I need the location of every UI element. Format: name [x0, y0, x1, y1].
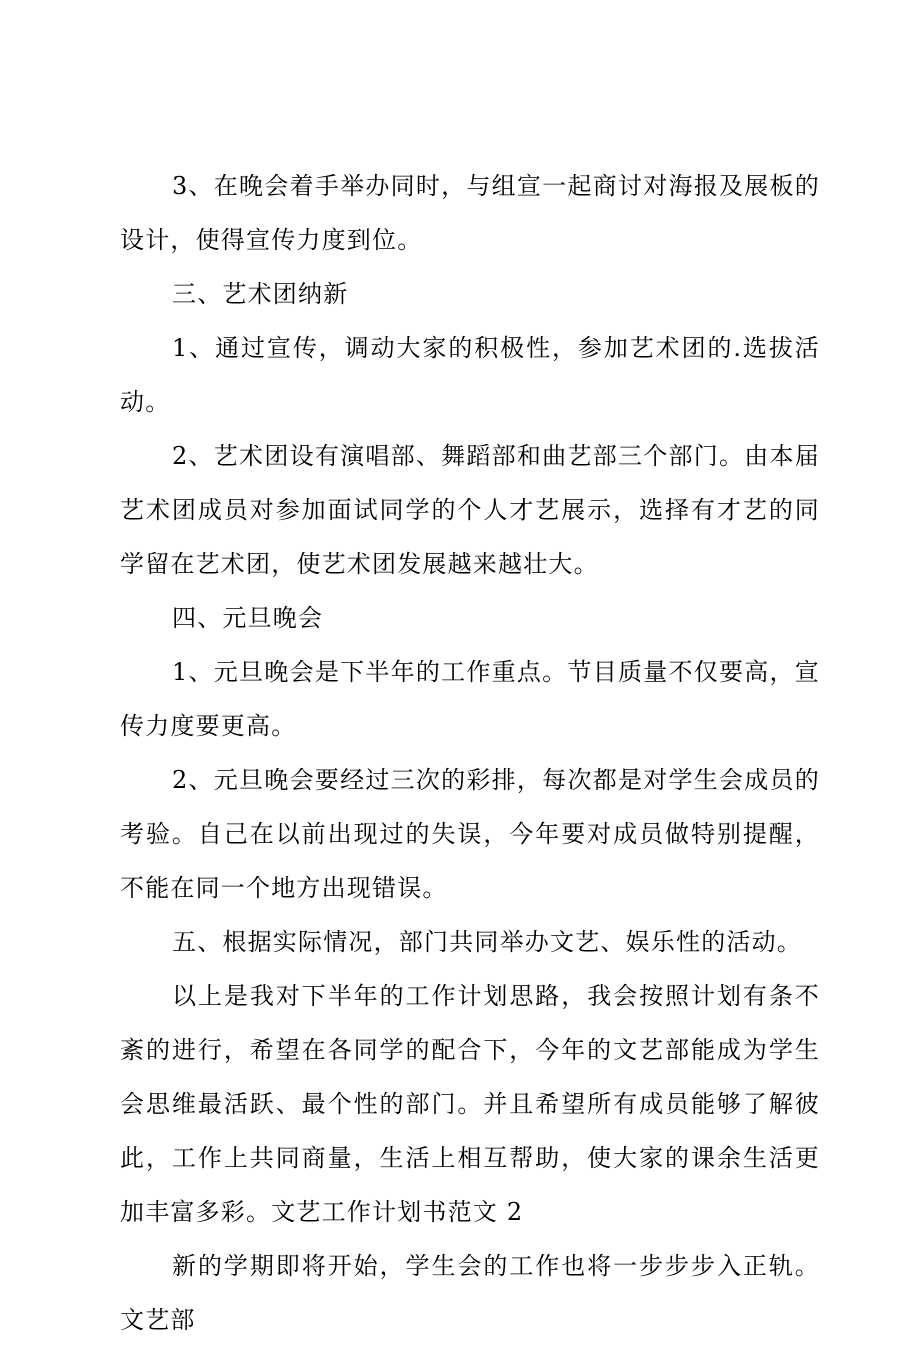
paragraph-item-2: 2、元旦晚会要经过三次的彩排，每次都是对学生会成员的考验。自己在以前出现过的失误，今年要对成员做特别提醒，不能在同一个地方出现错误。	[120, 766, 820, 902]
section-heading-art-troupe: 三、艺术团纳新	[172, 280, 349, 308]
document-body	[120, 159, 820, 1347]
paragraph-item-1: 1、元旦晚会是下半年的工作重点。节目质量不仅要高，宣传力度要更高。	[120, 658, 820, 740]
paragraph-item-1: 1、通过宣传，调动大家的积极性，参加艺术团的.选拔活动。	[120, 334, 820, 416]
paragraph-intro: 新的学期即将开始，学生会的工作也将一步步步入正轨。文艺部	[120, 1252, 820, 1334]
paragraph-summary: 以上是我对下半年的工作计划思路，我会按照计划有条不紊的进行，希望在各同学的配合下，今年的文艺部能成为学生会思维最活跃、最个性的部门。并且希望所有成员能够了解彼此，工作上共同商量，生活上相互帮助，使大家的课余生活更加丰富多彩。文艺工作计划书范文 2	[120, 982, 820, 1226]
section-heading-joint-activities: 五、根据实际情况，部门共同举办文艺、娱乐性的活动。	[172, 928, 802, 956]
paragraph-item-3: 3、在晚会着手举办同时，与组宣一起商讨对海报及展板的设计，使得宣传力度到位。	[120, 172, 820, 254]
section-heading-new-year-gala: 四、元旦晚会	[172, 604, 324, 632]
paragraph-item-2: 2、艺术团设有演唱部、舞蹈部和曲艺部三个部门。由本届艺术团成员对参加面试同学的个人才艺展示，选择有才艺的同学留在艺术团，使艺术团发展越来越壮大。	[120, 442, 820, 578]
